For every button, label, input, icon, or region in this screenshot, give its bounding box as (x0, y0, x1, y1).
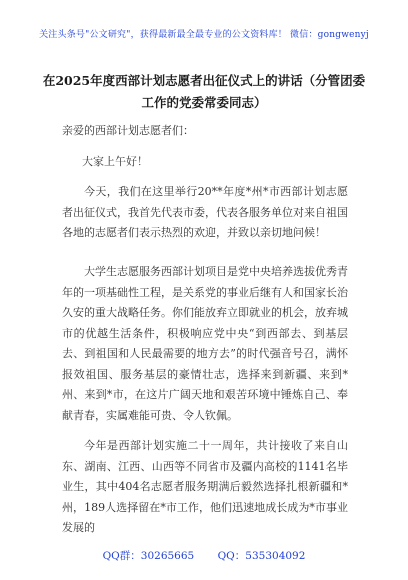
footer-qq-group: QQ群：30265665 (102, 550, 195, 562)
document-title: 在2025年度西部计划志愿者出征仪式上的讲话（分管团委工作的党委常委同志） (42, 73, 366, 110)
footer-qq: QQ：535304092 (217, 550, 306, 562)
greeting: 大家上午好！ (82, 155, 148, 168)
salutation: 亲爱的西部计划志愿者们： (62, 124, 194, 137)
body-paragraph: 今天，我们在这里举行20**年度*州*市西部计划志愿者出征仪式，我首先代表市委，代表各服务单位对来自祖国各地的志愿者们表示热烈的欢迎，并致以亲切地问候！ (62, 185, 348, 239)
header-banner: 关注头条号"公文研究"，获得最新最全最专业的公文资料库！ 微信：gongwenyj (39, 30, 369, 40)
body-paragraph: 今年是西部计划实施二十一周年，共计接收了来自山东、湖南、江西、山西等不同省市及疆内高校的1141名毕业生，其中404名志愿者服务期满后毅然选择扎根新疆和*州，189人选择留在*市工作，他们迅速地成长成为*市事业发展的 (62, 439, 348, 534)
footer-contact (0, 548, 408, 563)
body-paragraph: 大学生志愿服务西部计划项目是党中央培养选拔优秀青年的一项基础性工程，是关系党的事业后继有人和国家长治久安的重大战略任务。你们能放弃立即就业的机会，放弃城市的优越生活条件，积极响应党中央“到西部去、到基层去、到祖国和人民最需要的地方去”的时代强音号召，满怀报效祖国、服务基层的豪情壮志，选择来到新疆、来到*州、来到*市，在这片广阔天地和艰苦环境中锤炼自己、奉献青春，实属难能可贵、令人钦佩。 (62, 265, 348, 422)
